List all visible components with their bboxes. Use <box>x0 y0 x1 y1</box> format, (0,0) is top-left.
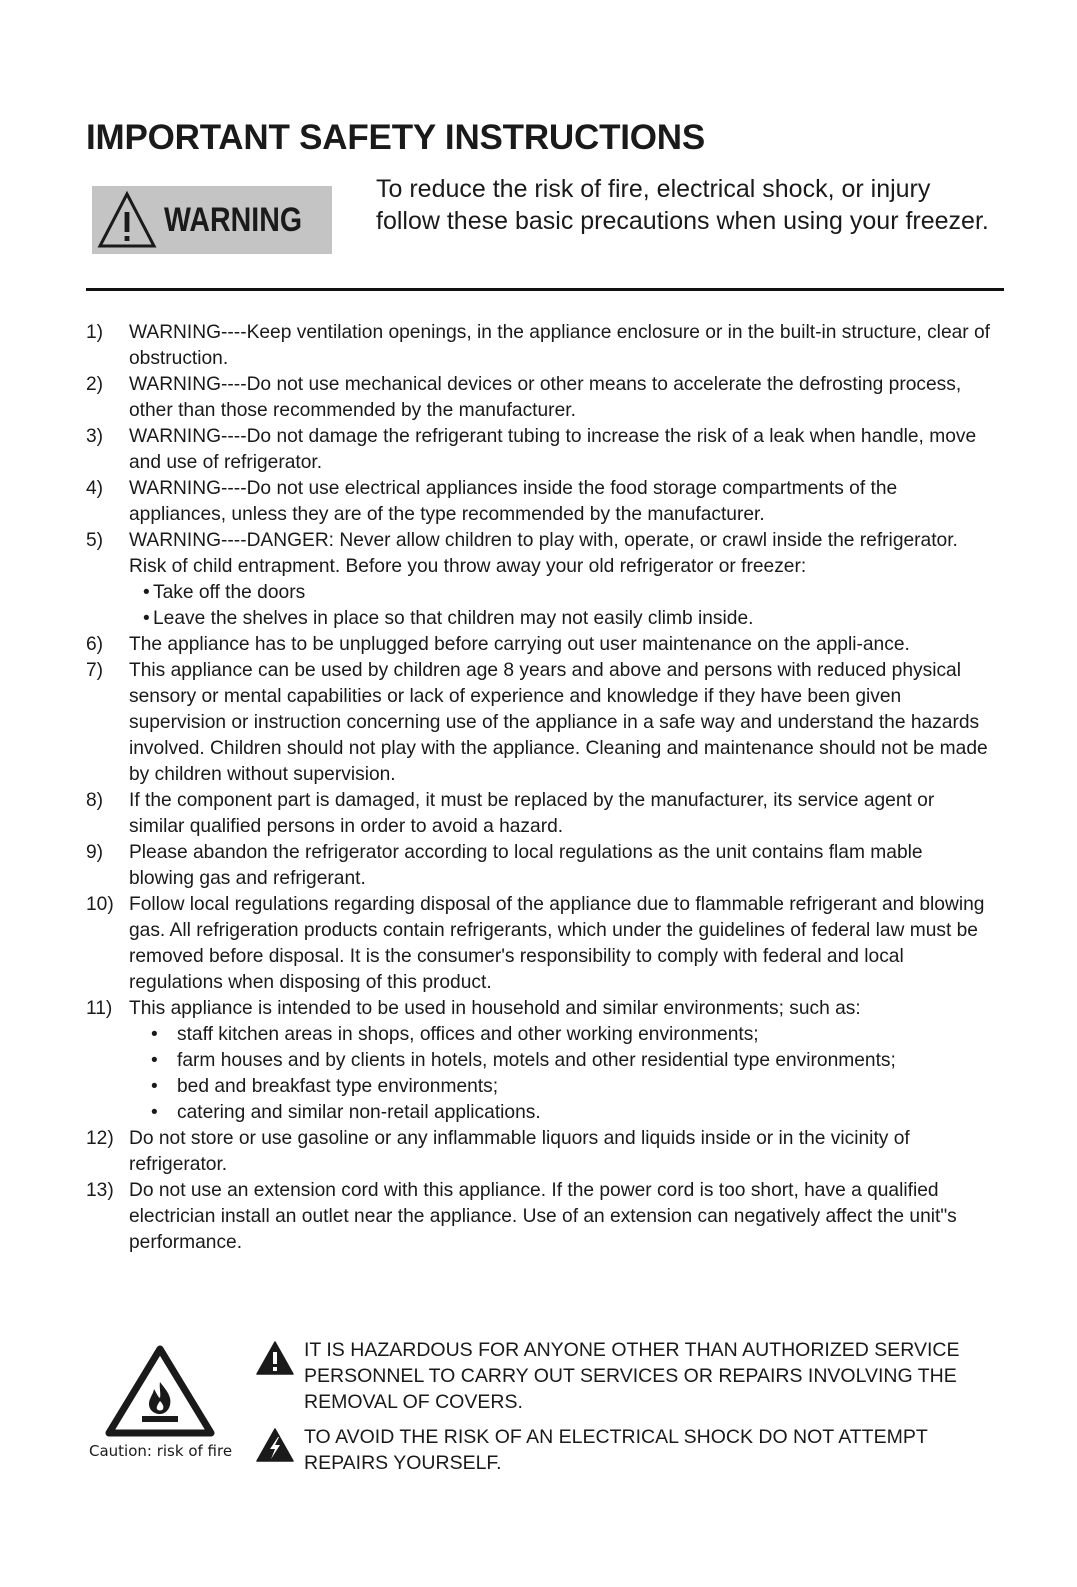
item-number: 12) <box>86 1128 114 1149</box>
instruction-item <box>86 476 991 528</box>
item-number: 3) <box>86 426 104 447</box>
fire-caption: Caution: risk of fire <box>89 1442 233 1460</box>
instruction-item <box>86 372 991 424</box>
item-number: 7) <box>86 660 104 681</box>
item-number: 8) <box>86 790 104 811</box>
item-text: WARNING----Keep ventilation openings, in the appliance enclosure or in the built-in structure, clear of obstruction. <box>129 322 991 369</box>
instruction-item <box>86 1178 991 1256</box>
sub-item: • staff kitchen areas in shops, offices and other working environments; <box>129 1022 991 1048</box>
item-number: 4) <box>86 478 104 499</box>
sub-item: • farm houses and by clients in hotels, motels and other residential type environments; <box>129 1048 991 1074</box>
sub-item: • Leave the shelves in place so that children may not easily climb inside. <box>129 606 991 632</box>
item-number: 1) <box>86 322 104 343</box>
warning-label: WARNING <box>164 201 303 239</box>
instruction-item <box>86 528 991 632</box>
instruction-item <box>86 424 991 476</box>
item-number: 10) <box>86 894 114 915</box>
item-text: Please abandon the refrigerator according to local regulations as the unit contains flam mable blowing gas and refrigerant. <box>129 842 923 889</box>
sub-item: • catering and similar non-retail applications. <box>129 1100 991 1126</box>
instruction-item <box>86 1126 991 1178</box>
item-text: This appliance can be used by children age 8 years and above and persons with reduced physical sensory or mental capabilities or lack of experience and knowledge if they have been given supervision or instruction concerning use of the appliance in a safe way and understand the hazards involved. Children should not play with the appliance. Cleaning and maintenance should not be made by children without supervision. <box>129 660 988 785</box>
sub-item: • Take off the doors <box>129 580 991 606</box>
flammable-warning-icon <box>104 1344 216 1438</box>
item-number: 9) <box>86 842 104 863</box>
item-number: 11) <box>86 998 113 1019</box>
item-text: Do not store or use gasoline or any inflammable liquors and liquids inside or in the vicinity of refrigerator. <box>129 1128 910 1175</box>
item-text: Do not use an extension cord with this appliance. If the power cord is too short, have a qualified electrician install an outlet near the appliance. Use of an extension can negatively affect the unit"s performance. <box>129 1180 957 1253</box>
header-divider <box>86 288 1004 291</box>
sub-list <box>129 580 991 632</box>
item-number: 6) <box>86 634 104 655</box>
item-text: The appliance has to be unplugged before carrying out user maintenance on the appli-ance. <box>129 634 910 655</box>
instruction-item <box>86 788 991 840</box>
instruction-list <box>86 320 991 1256</box>
item-text: If the component part is damaged, it must be replaced by the manufacturer, its service agent or similar qualified persons in order to avoid a hazard. <box>129 790 935 837</box>
item-text: WARNING----Do not use mechanical devices or other means to accelerate the defrosting process, other than those recommended by the manufacturer. <box>129 374 962 421</box>
item-text: WARNING----DANGER: Never allow children to play with, operate, or crawl inside the refrigerator. Risk of child entrapment. Before you throw away your old refrigerator or freezer: <box>129 530 958 577</box>
instruction-item <box>86 840 991 892</box>
instruction-item <box>86 320 991 372</box>
instruction-item <box>86 658 991 788</box>
hazard-text: TO AVOID THE RISK OF AN ELECTRICAL SHOCK DO NOT ATTEMPT REPAIRS YOURSELF. <box>304 1426 928 1474</box>
sub-item: • bed and breakfast type environments; <box>129 1074 991 1100</box>
item-text: WARNING----Do not damage the refrigerant tubing to increase the risk of a leak when handle, move and use of refrigerator. <box>129 426 977 473</box>
item-text: Follow local regulations regarding disposal of the appliance due to flammable refrigerant and blowing gas. All refrigeration products contain refrigerants, which under the guidelines of federal law must be removed before disposal. It is the consumer's responsibility to comply with federal and local regulations when disposing of this product. <box>129 894 985 993</box>
page-title: IMPORTANT SAFETY INSTRUCTIONS <box>86 118 706 157</box>
warning-triangle-icon <box>96 190 158 250</box>
item-text: This appliance is intended to be used in household and similar environments; such as: <box>129 998 861 1019</box>
sub-list <box>129 1022 991 1126</box>
item-number: 5) <box>86 530 104 551</box>
item-text: WARNING----Do not use electrical appliances inside the food storage compartments of the appliances, unless they are of the type recommended by the manufacturer. <box>129 478 898 525</box>
electrical-hazard-icon <box>256 1428 294 1462</box>
intro-text: To reduce the risk of fire, electrical shock, or injury follow these basic precautions when using your freezer. <box>376 175 989 235</box>
hazard-text: IT IS HAZARDOUS FOR ANYONE OTHER THAN AUTHORIZED SERVICE PERSONNEL TO CARRY OUT SERVICES OR REPAIRS INVOLVING THE REMOVAL OF COVERS. <box>304 1339 960 1413</box>
instruction-item <box>86 996 991 1126</box>
instruction-item <box>86 892 991 996</box>
item-number: 2) <box>86 374 104 395</box>
instruction-item <box>86 632 991 658</box>
item-number: 13) <box>86 1180 114 1201</box>
exclamation-triangle-icon <box>256 1341 294 1375</box>
warning-badge <box>92 186 332 254</box>
